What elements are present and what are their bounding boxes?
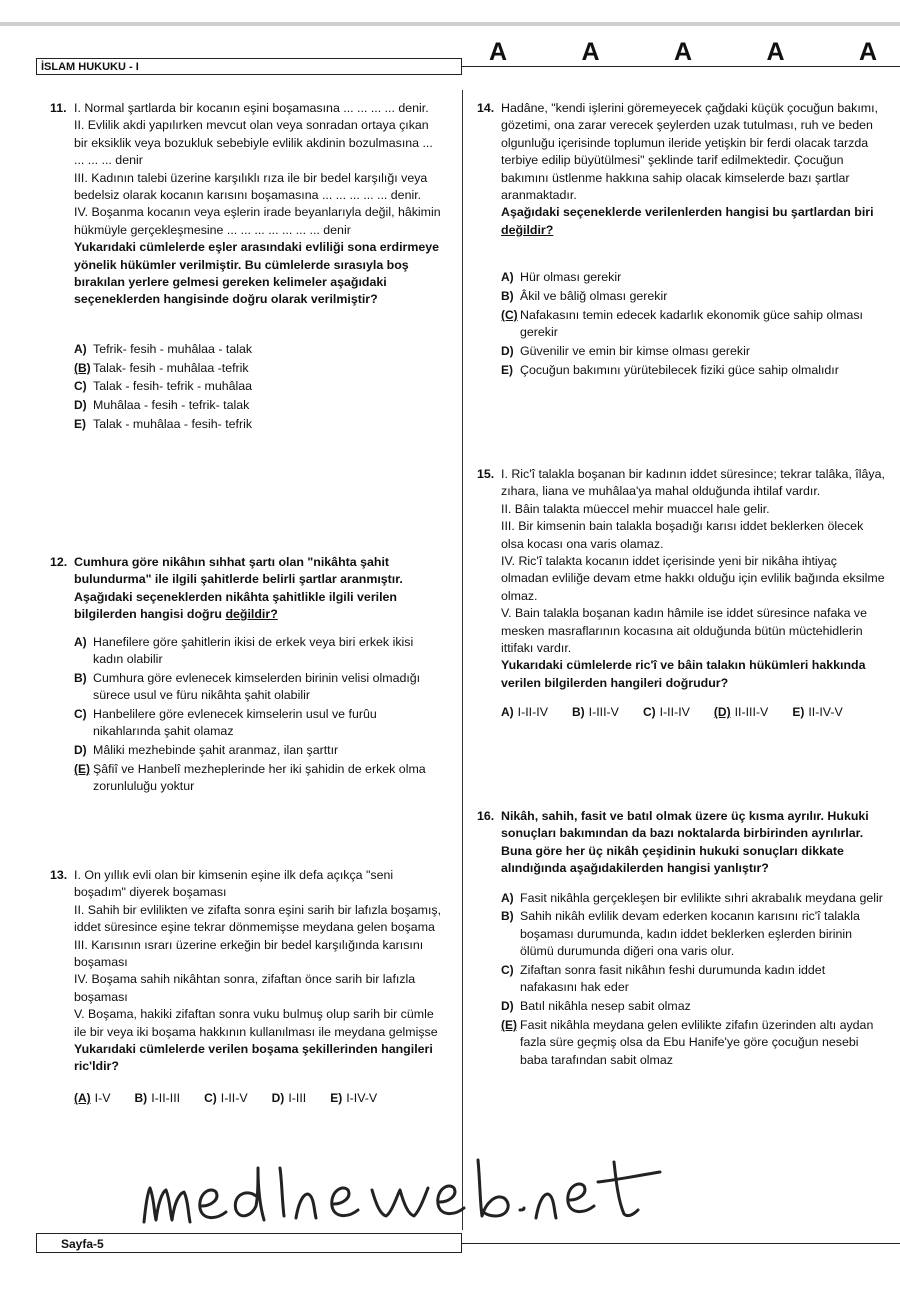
stem-line: III. Karısının ısrarı üzerine erkeğin bir bedel karşılığında karısını boşaması xyxy=(74,937,424,970)
stem-line: I. Ric'î talakla boşanan bir kadının iddet süresince; tekrar talâka, îlâya, zıhara, liana ve muhâlaa'ya mahal olduğunda ihtilaf vardır. xyxy=(501,467,885,499)
question-prompt: Nikâh, sahih, fasit ve batıl olmak üzere üç kısma ayrılır. Hukuki sonuçları bakımından da bazı noktalarda birbirinden ayrılırlar. Buna göre her üç nikâh çeşidinin hukuki sonuçları dikkate alındığında aşağıdakilerden hangisi yanlıştır? xyxy=(501,809,869,876)
option-d[interactable]: D) Güvenilir ve emin bir kimse olması gerekir xyxy=(501,344,750,359)
option-e[interactable]: E) Talak - muhâlaa - fesih- tefrik xyxy=(74,417,253,432)
column-divider xyxy=(462,90,463,1230)
question-prompt: Yukarıdaki cümlelerde ric'î ve bâin talakın hükümleri hakkında verilen bilgilerden hangileri doğrudur? xyxy=(501,658,866,690)
question-number: 16. xyxy=(477,809,495,823)
question-15 xyxy=(477,466,885,722)
question-number: 12. xyxy=(50,555,68,569)
option-b[interactable]: B) I-II-III xyxy=(134,1090,181,1105)
option-b[interactable]: B) Cumhura göre evlenecek kimselerden birinin velisi olmadığı sürece usul ve füru nikâhta şahit olabilir xyxy=(74,670,421,703)
stem-line: II. Bâin talakta müeccel mehir muaccel hale gelir. xyxy=(501,501,770,516)
question-prompt: Yukarıdaki cümlelerde verilen boşama şekillerinden hangileri ric'ldir? xyxy=(74,1042,433,1074)
option-c[interactable]: (C) Nafakasını temin edecek kadarlık ekonomik güce sahip olması gerekir xyxy=(501,307,863,340)
options xyxy=(74,341,442,434)
question-number: 13. xyxy=(50,868,68,882)
option-d[interactable]: D) Muhâlaa - fesih - tefrik- talak xyxy=(74,398,250,413)
question-13 xyxy=(50,867,442,1107)
option-d[interactable]: D) I-III xyxy=(271,1090,307,1105)
options xyxy=(501,269,885,379)
option-a[interactable]: A) Hanefilere göre şahitlerin ikisi de erkek veya biri erkek ikisi kadın olabilir xyxy=(74,634,414,667)
option-d[interactable]: D) Batıl nikâhla nesep sabit olmaz xyxy=(501,999,691,1014)
booklet-letter: A xyxy=(673,38,693,66)
top-rule xyxy=(0,22,900,26)
option-e[interactable]: E) II-IV-V xyxy=(792,705,843,720)
stem-line: III. Kadının talebi üzerine karşılıklı rıza ile bir bedel karşılığı veya bedelsiz olarak kocanın karısını boşamasına ... ... ... ... ... denir. xyxy=(74,170,428,203)
option-c[interactable]: C) Zifaftan sonra fasit nikâhın feshi durumunda kadın iddet nafakasını hak eder xyxy=(501,963,826,995)
question-prompt: Yukarıdaki cümlelerde eşler arasındaki evliliği sona erdirmeye yönelik hükümler verilmiştir. Bu cümlelerde sırasıyla boş bırakılan yerlere gelmesi gereken kelimeler aşağıdaki seçeneklerden hangisinde doğru olarak verilmiştir? xyxy=(74,240,440,307)
stem-line: II. Sahih bir evlilikten ve zifafta sonra eşini sarih bir lafızla boşamış, iddet süresince eşine tekrar dönmemişse meydana gelen boşama xyxy=(74,902,442,935)
negation-word: değildir? xyxy=(225,607,278,622)
negation-word: değildir? xyxy=(501,222,554,237)
options xyxy=(501,704,885,721)
booklet-letter: A xyxy=(488,38,508,66)
stem-line: IV. Boşanma kocanın veya eşlerin irade beyanlarıyla değil, hâkimin hükmüyle gerçekleşmesine ... ... ... ... ... ... ... denir xyxy=(74,205,441,237)
stem-line: V. Bain talakla boşanan kadın hâmile ise iddet süresince nafaka ve mesken masraflarının kocasına ait olduğunda bütün müctehidlerin ittifakı vardır. xyxy=(501,606,867,656)
option-e[interactable]: (E) Şâfiî ve Hanbelî mezheplerinde her iki şahidin de erkek olma zorunluluğu yoktur xyxy=(74,762,426,794)
handwritten-watermark xyxy=(140,1152,680,1237)
option-d[interactable]: (D) II-III-V xyxy=(713,705,769,720)
option-c[interactable]: C) Talak - fesih- tefrik - muhâlaa xyxy=(74,379,253,394)
stem-line: V. Boşama, hakiki zifaftan sonra vuku bulmuş olup sarih bir cümle ile bir veya iki boşama hakkının kullanılması ile meydana gelmişse xyxy=(74,1007,438,1039)
option-a[interactable]: A) I-II-IV xyxy=(501,705,548,720)
page-number: Sayfa-5 xyxy=(36,1233,462,1253)
question-16 xyxy=(477,808,885,1071)
question-prompt: Aşağıdaki seçeneklerde verilenlerden hangisi bu şartlardan biri değildir? xyxy=(501,205,874,237)
booklet-letter: A xyxy=(581,38,600,66)
option-e[interactable]: (E) Fasit nikâhla meydana gelen evlilikte zifafın üzerinden altı aydan fazla süre geçmiş olsa da Ebu Hanife'ye göre çocuğun nesebi baba tarafından sabit olmaz xyxy=(501,1018,874,1067)
option-d[interactable]: D) Mâliki mezhebinde şahit aranmaz, ilan şarttır xyxy=(74,743,339,758)
stem-line: II. Evlilik akdi yapılırken mevcut olan veya sonradan ortaya çıkan bir eksiklik veya bozukluk sebebiyle evlilik akdinin bozulmasına ... ... ... ... denir xyxy=(74,118,433,168)
option-c[interactable]: C) Hanbelilere göre evlenecek kimselerin usul ve furûu nikahlarında şahit olamaz xyxy=(74,707,377,739)
option-e[interactable]: E) Çocuğun bakımını yürütebilecek fiziki güce sahip olmalıdır xyxy=(501,362,839,377)
course-title: İSLAM HUKUKU - I xyxy=(36,58,462,75)
option-b[interactable]: B) I-III-V xyxy=(571,705,619,720)
question-12 xyxy=(50,554,442,797)
option-b[interactable]: B) Sahih nikâh evlilik devam ederken kocanın karısını ric'î talakla boşaması durumunda, kadın iddet beklerken eşlerden birinin ölümü durumunda diğeri ona varis olur. xyxy=(501,909,860,959)
question-prompt: Cumhura göre nikâhın sıhhat şartı olan "nikâhta şahit bulundurma" ile ilgili şahitlerde belirli şartlar aranmıştır. Aşağıdaki seçeneklerden nikâhta şahitlikle ilgili verilen bilgilerden hangisi doğru değildir? xyxy=(74,555,403,622)
question-number: 11. xyxy=(50,101,67,115)
option-c[interactable]: C) I-II-V xyxy=(204,1090,248,1105)
option-a[interactable]: A) Hür olması gerekir xyxy=(501,270,622,285)
question-11 xyxy=(50,100,442,435)
booklet-letter: A xyxy=(766,38,785,66)
question-number: 15. xyxy=(477,467,495,481)
option-a[interactable]: (A) I-V xyxy=(74,1090,111,1105)
booklet-letter: A xyxy=(858,38,878,66)
stem-line: I. On yıllık evli olan bir kimsenin eşine ilk defa açıkça "seni boşadım" diyerek boşaması xyxy=(74,868,394,900)
stem-line: IV. Ric'î talakta kocanın iddet içerisinde yeni bir nikâha ihtiyaç olmadan evliliğe devam etme hakkı olduğu için evlilik bağında eksilme olmaz. xyxy=(501,554,885,603)
option-e[interactable]: E) I-IV-V xyxy=(330,1090,378,1105)
options xyxy=(74,634,442,796)
option-b[interactable]: (B) Talak- fesih - muhâlaa -tefrik xyxy=(74,360,249,375)
watermark-signature xyxy=(140,1152,680,1232)
stem-line: IV. Boşama sahih nikâhtan sonra, zifaftan önce sarih bir lafızla boşaması xyxy=(74,972,416,1004)
stem-text: Hadâne, "kendi işlerini göremeyecek çağdaki küçük çocuğun bakımı, gözetimi, ona zarar verecek şeylerden uzak tutulması, ruh ve beden olgunluğu içerisinde toplumun ileride yetişkin bir ferdi olacak tarzda terbiye edilip büyütülmesi" şeklinde tarif edilmektedir. Çocuğun bakımını üstlenme hakkına sahip olacak kimselerde bazı şartlar aranmaktadır. xyxy=(501,101,879,203)
stem-line: III. Bir kimsenin bain talakla boşadığı karısı iddet beklerken ölecek olsa kocası ona varis olamaz. xyxy=(501,519,864,551)
option-c[interactable]: C) I-II-IV xyxy=(642,705,690,720)
question-number: 14. xyxy=(477,101,495,115)
booklet-letters xyxy=(478,38,888,67)
option-a[interactable]: A) Fasit nikâhla gerçekleşen bir evlilikte sıhri akrabalık meydana gelir xyxy=(501,890,883,905)
question-14 xyxy=(477,100,885,381)
option-b[interactable]: B) Âkil ve bâliğ olması gerekir xyxy=(501,289,668,304)
stem-line: I. Normal şartlarda bir kocanın eşini boşamasına ... ... ... ... denir. xyxy=(74,101,429,115)
options xyxy=(501,890,885,1070)
option-a[interactable]: A) Tefrik- fesih - muhâlaa - talak xyxy=(74,341,253,356)
footer-rule xyxy=(462,1243,900,1244)
options xyxy=(74,1090,442,1107)
